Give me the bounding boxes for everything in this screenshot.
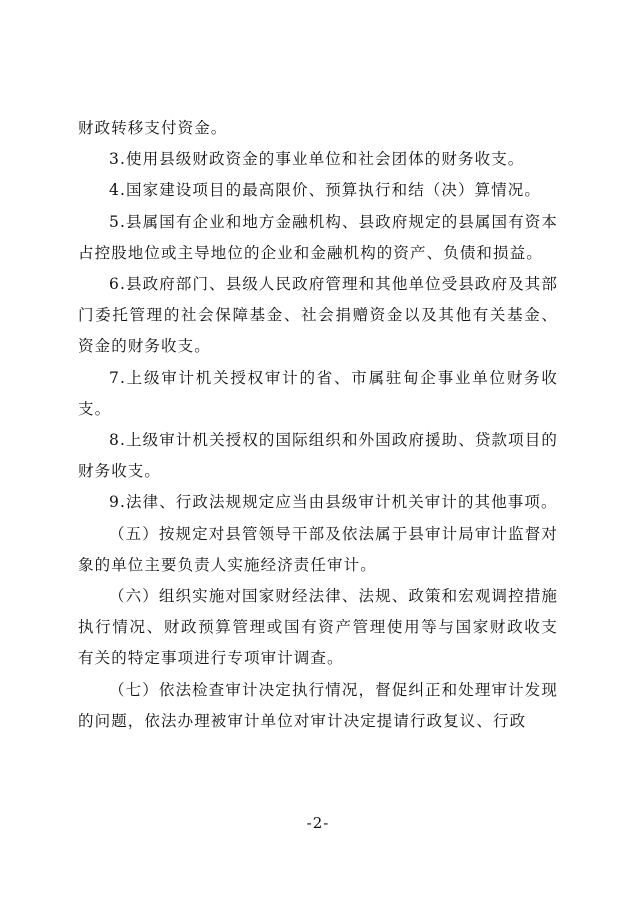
paragraph-section-5: （五）按规定对县管领导干部及依法属于县审计局审计监督对象的单位主要负责人实施经济责任审计。: [78, 524, 558, 574]
paragraph-section-6: （六）组织实施对国家财经法律、法规、政策和宏观调控措施执行情况、财政预算管理或国有资产管理使用等与国家财政收支有关的特定事项进行专项审计调查。: [78, 587, 558, 668]
page-number: -2-: [306, 814, 330, 832]
paragraph-item-9: 9.法律、行政法规规定应当由县级审计机关审计的其他事项。: [109, 493, 558, 512]
paragraph-section-7: （七）依法检查审计决定执行情况，督促纠正和处理审计发现的问题，依法办理被审计单位对审计决定提请行政复议、行政: [78, 680, 558, 730]
paragraph-item-4: 4.国家建设项目的最高限价、预算执行和结（决）算情况。: [109, 181, 541, 200]
paragraph-item-6: 6.县政府部门、县级人民政府管理和其他单位受县政府及其部门委托管理的社会保障基金、社会捐赠资金以及其他有关基金、资金的财务收支。: [78, 275, 558, 356]
paragraph-item-7: 7.上级审计机关授权审计的省、市属驻甸企事业单位财务收支。: [78, 368, 558, 418]
paragraph-item-3: 3.使用县级财政资金的事业单位和社会团体的财务收支。: [109, 150, 525, 169]
paragraph-continuation: 财政转移支付资金。: [78, 119, 228, 137]
paragraph-item-8: 8.上级审计机关授权的国际组织和外国政府援助、贷款项目的财务收支。: [78, 431, 558, 481]
document-body: [78, 113, 558, 737]
paragraph-item-5: 5.县属国有企业和地方金融机构、县政府规定的县属国有资本占控股地位或主导地位的企业和金融机构的资产、负债和损益。: [78, 212, 558, 262]
